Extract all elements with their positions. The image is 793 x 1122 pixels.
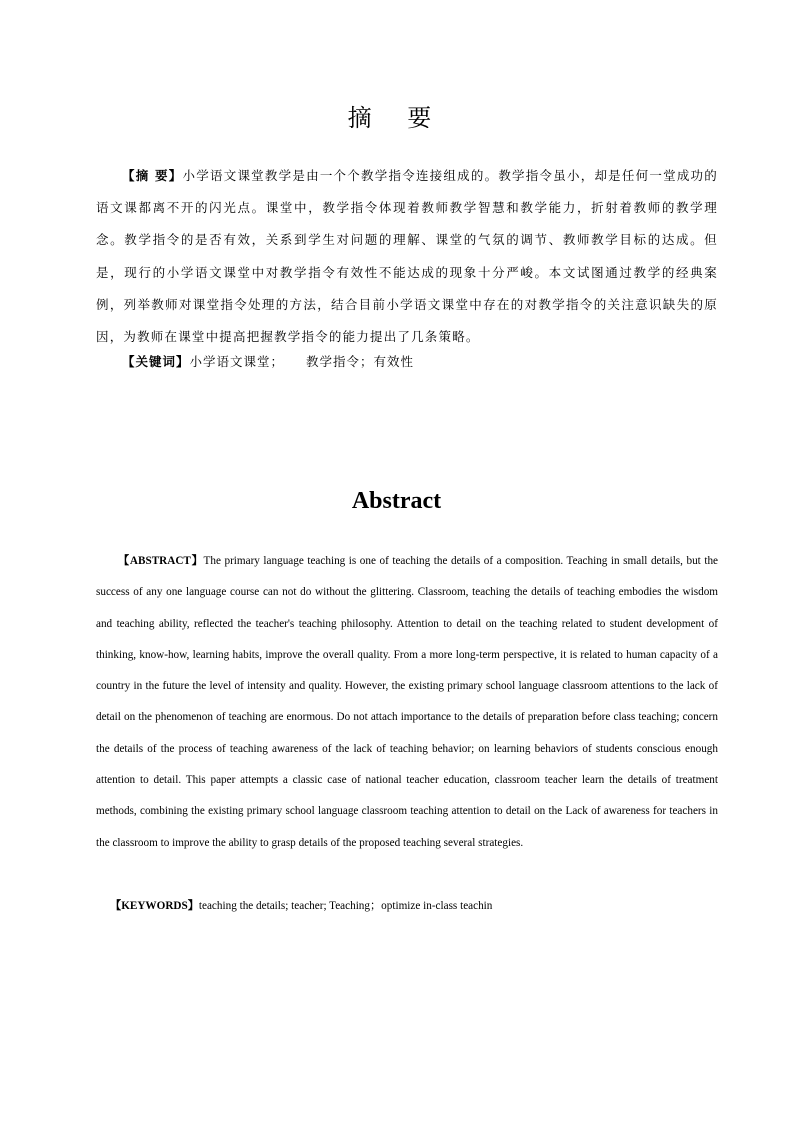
english-abstract-title: Abstract [351,488,442,514]
chinese-abstract-title: 摘 要 [347,104,446,132]
english-keywords-label: 【KEYWORDS】 [110,900,199,912]
chinese-abstract-label: 【摘 要】 [122,168,183,183]
chinese-keywords-line [122,348,414,376]
chinese-keyword-1: 小学语文课堂； [189,354,285,369]
chinese-abstract-text: 小学语文课堂教学是由一个个教学指令连接组成的。教学指令虽小，却是任何一堂成功的语文课都离不开的闪光点。课堂中，教学指令体现着教师教学智慧和教学能力，折射着教师的教学理念。教学指令的是否有效，关系到学生对问题的理解、课堂的气氛的调节、教师教学目标的达成。但是，现行的小学语文课堂中对教学指令有效性不能达成的现象十分严峻。本文试图通过教学的经典案例，列举教师对课堂指令处理的方法，结合目前小学语文课堂中存在的对教学指令的关注意识缺失的原因，为教师在课堂中提高把握教学指令的能力提出了几条策略。 [96,168,718,345]
english-abstract-label: 【ABSTRACT】 [118,555,204,567]
english-abstract-text: The primary language teaching is one of teaching the details of a composition. Teaching in small details, but the success of any one language course can not do without the glittering. Classroom, teaching the details of teaching embodies the wisdom and teaching ability, reflected the teacher's teaching philosophy. Attention to detail on the teaching related to student development of thinking, know-how, learning habits, improve the overall quality. From a more long-term perspective, it is related to human capacity of a country in the future the level of intensity and quality. However, the existing primary school language classroom attentions to the lack of detail on the phenomenon of teaching are enormous. Do not attach importance to the details of preparation before class teaching; concern the details of the process of teaching awareness of the lack of teaching behavior; on learning behaviors of students conscious enough attention to detail. This paper attempts a classic case of national teacher education, classroom teacher learn the details of treatment methods, combining the existing primary school language classroom teaching attention to detail on the Lack of awareness for teachers in the classroom to improve the ability to grasp details of the proposed teaching several strategies. [96,555,718,849]
english-abstract-paragraph [96,546,718,859]
chinese-keyword-2: 教学指令；有效性 [306,354,415,369]
chinese-abstract-paragraph [96,160,718,353]
english-keywords-text: teaching the details; teacher; Teaching；optimize in-class teachin [198,900,493,912]
english-keywords-line [110,893,492,919]
chinese-keywords-label: 【关键词】 [122,354,190,369]
